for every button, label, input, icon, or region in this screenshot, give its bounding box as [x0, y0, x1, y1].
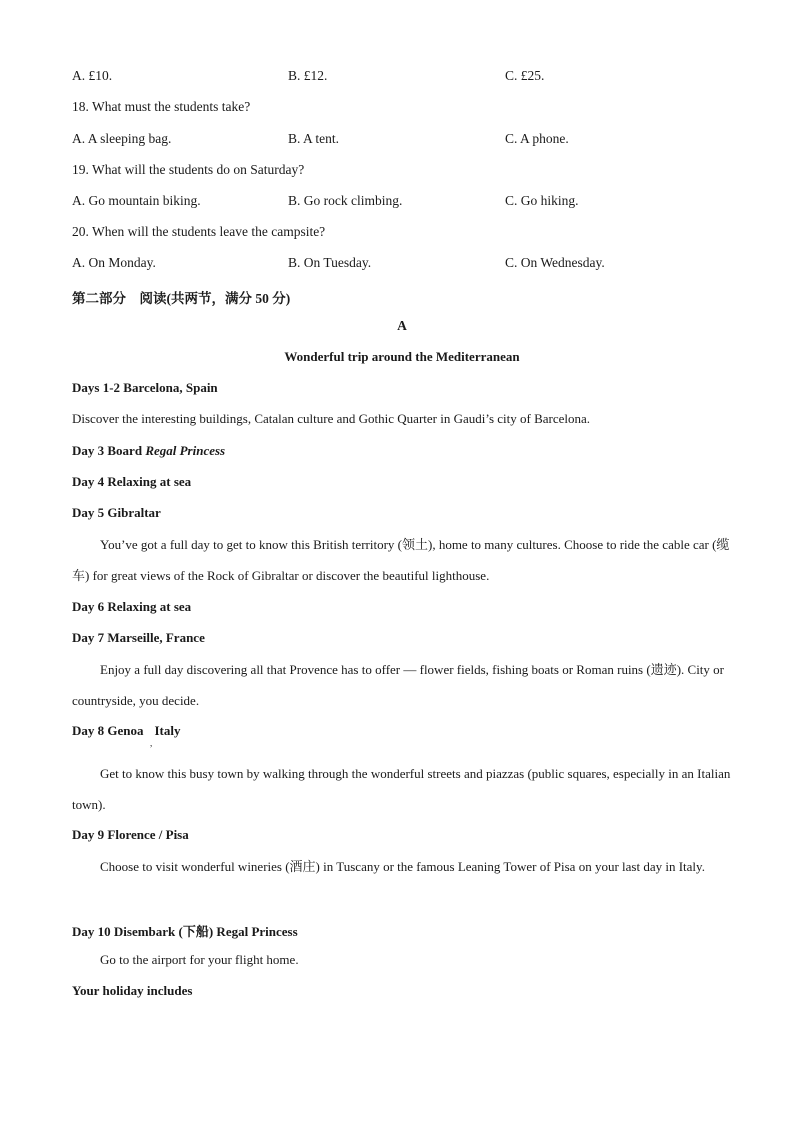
day12-heading: Days 1-2 Barcelona, Spain	[72, 380, 218, 395]
day8-heading-city: Day 8 Genoa	[72, 723, 144, 738]
day12-text: Discover the interesting buildings, Catalan culture and Gothic Quarter in Gaudi’s city of Barcelona.	[72, 411, 591, 426]
q20-option-b: B. On Tuesday.	[288, 255, 372, 270]
q20-option-c: C. On Wednesday.	[505, 255, 605, 270]
q19-option-c: C. Go hiking.	[505, 193, 579, 208]
day6-heading: Day 6 Relaxing at sea	[72, 599, 192, 614]
q20-question: 20. When will the students leave the campsite?	[72, 224, 326, 239]
day5-text: You’ve got a full day to get to know this British territory (领土), home to many cultures. Choose to ride the cable car (缆车) for great views of the Rock of Gibraltar or discover the beautiful lighthouse.	[72, 537, 730, 583]
day10-heading: Day 10 Disembark (下船) Regal Princess	[72, 924, 298, 939]
day3-heading	[72, 443, 732, 459]
includes-heading: Your holiday includes	[72, 983, 193, 998]
passage-title: Wonderful trip around the Mediterranean	[284, 349, 520, 364]
day9-text: Choose to visit wonderful wineries (酒庄) in Tuscany or the famous Leaning Tower of Pisa on your last day in Italy.	[100, 859, 705, 874]
q17-option-c: C. £25.	[505, 68, 545, 83]
day4-heading: Day 4 Relaxing at sea	[72, 474, 192, 489]
day7-heading: Day 7 Marseille, France	[72, 630, 205, 645]
q19-option-b: B. Go rock climbing.	[288, 193, 403, 208]
q18-option-b: B. A tent.	[288, 131, 340, 146]
day3-heading-prefix: Day 3 Board	[72, 443, 146, 458]
q18-option-a: A. A sleeping bag.	[72, 131, 172, 146]
day3-ship-name: Regal Princess	[145, 443, 226, 458]
passage-letter: A	[397, 318, 407, 333]
q17-option-b: B. £12.	[288, 68, 328, 83]
q20-option-a: A. On Monday.	[72, 255, 156, 270]
day10-text: Go to the airport for your flight home.	[100, 952, 299, 967]
day8-heading	[72, 723, 732, 739]
day5-heading: Day 5 Gibraltar	[72, 505, 161, 520]
q19-option-a: A. Go mountain biking.	[72, 193, 201, 208]
day9-heading: Day 9 Florence / Pisa	[72, 827, 189, 842]
q19-question: 19. What will the students do on Saturday?	[72, 162, 305, 177]
day7-text: Enjoy a full day discovering all that Provence has to offer — flower fields, fishing boats or Roman ruins (遗迹). City or countryside, you decide.	[72, 662, 724, 708]
section-heading: 第二部分 阅读(共两节，满分 50 分)	[72, 291, 291, 306]
q18-question: 18. What must the students take?	[72, 99, 251, 114]
q18-option-c: C. A phone.	[505, 131, 569, 146]
day8-heading-country: Italy	[154, 723, 181, 738]
stray-mark: ,	[150, 738, 153, 748]
q17-option-a: A. £10.	[72, 68, 113, 83]
day8-text: Get to know this busy town by walking through the wonderful streets and piazzas (public squares, especially in an Italian town).	[72, 766, 731, 812]
